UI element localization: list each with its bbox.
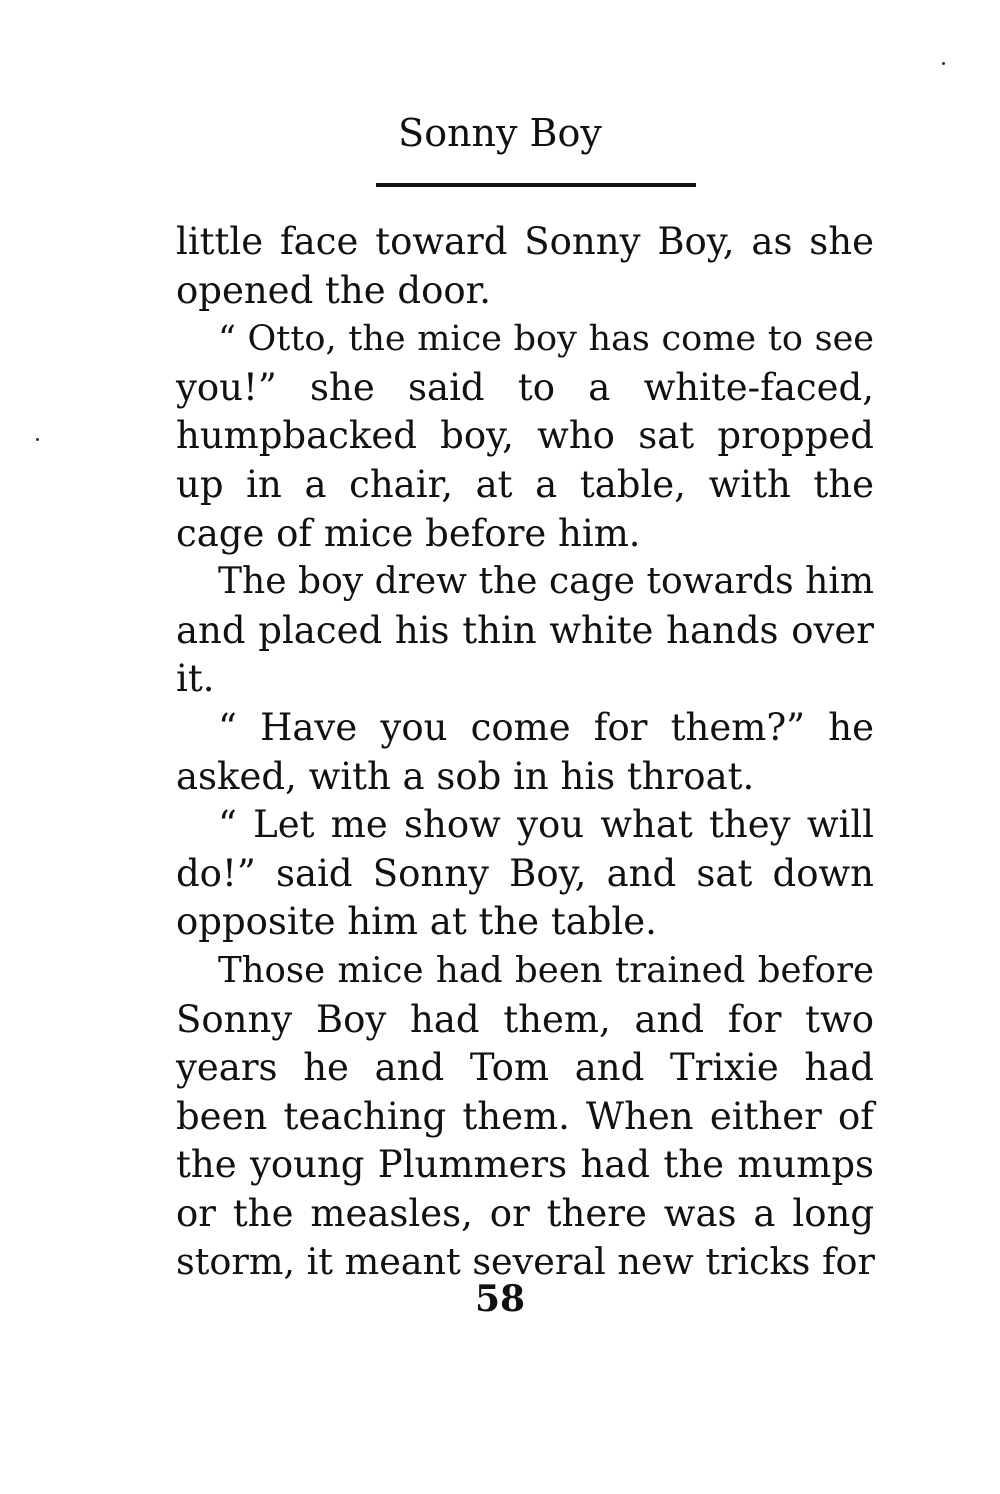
header-rule [376,183,696,187]
text-line: storm, it meant several new tricks for [176,1240,875,1284]
text-line: do!” said Sonny Boy, and sat down [176,851,874,895]
scan-speck [36,438,39,441]
text-line: the young Plummers had the mumps [176,1143,874,1187]
text-line: or the measles, or there was a long [176,1191,874,1235]
text-line: up in a chair, at a table, with the [176,462,874,506]
text-line: “ Otto, the mice boy has come to see [218,319,874,360]
text-line: been teaching them. When either of [176,1094,874,1138]
text-line: it. [176,657,215,701]
text-line: little face toward Sonny Boy, as she [176,220,874,263]
page-number: 58 [474,1278,526,1320]
scan-speck [942,62,945,65]
text-line: Those mice had been trained before [218,949,874,991]
text-line: asked, with a sob in his throat. [176,754,755,798]
text-line: and placed his thin white hands over [176,608,874,652]
running-head: Sonny Boy [398,111,602,155]
text-line: you!” she said to a white-faced, [176,365,874,409]
text-line: opened the door. [176,268,492,312]
text-line: opposite him at the table. [176,900,657,944]
text-line: “ Have you come for them?” he [218,705,874,749]
text-line: humpbacked boy, who sat propped [176,414,874,458]
text-line: years he and Tom and Trixie had [176,1046,874,1090]
body-text [176,218,874,1287]
text-line: The boy drew the cage towards him [218,561,874,603]
text-line: Sonny Boy had them, and for two [176,997,874,1041]
text-line: cage of mice before him. [176,511,641,555]
text-line: “ Let me show you what they will [218,803,874,847]
